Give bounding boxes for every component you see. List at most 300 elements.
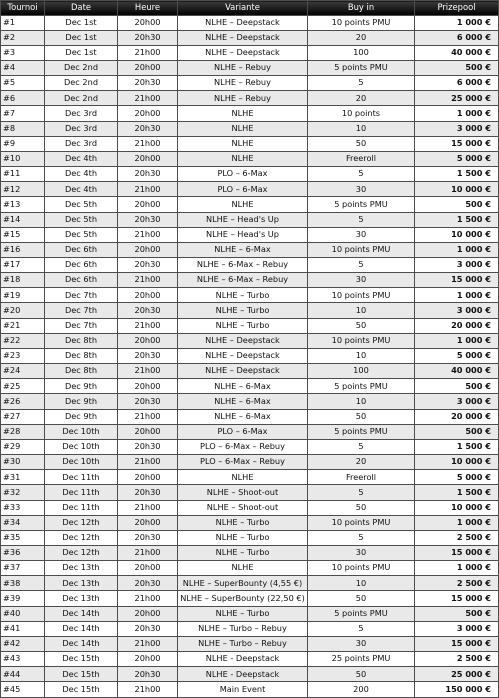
- cell-variante: NLHE – 6-Max: [178, 242, 308, 257]
- cell-buy-in: 10 points PMU: [308, 288, 415, 303]
- cell-prizepool: 2 500 €: [415, 530, 499, 545]
- cell-buy-in: 30: [308, 182, 415, 197]
- cell-variante: PLO – 6-Max – Rebuy: [178, 439, 308, 454]
- cell-heure: 20h30: [118, 303, 178, 318]
- cell-variante: NLHE – 6-Max: [178, 409, 308, 424]
- cell-date: Dec 6th: [45, 242, 118, 257]
- cell-variante: NLHE – Turbo: [178, 303, 308, 318]
- cell-buy-in: 10 points PMU: [308, 515, 415, 530]
- table-row: [1, 364, 499, 379]
- cell-buy-in: 5: [308, 621, 415, 636]
- table-row: [1, 409, 499, 424]
- cell-date: Dec 2nd: [45, 91, 118, 106]
- table-row: [1, 303, 499, 318]
- cell-prizepool: 1 500 €: [415, 439, 499, 454]
- cell-date: Dec 4th: [45, 167, 118, 182]
- cell-date: Dec 14th: [45, 636, 118, 651]
- table-row: [1, 45, 499, 60]
- cell-prizepool: 1 500 €: [415, 167, 499, 182]
- cell-tournoi: #43: [1, 652, 45, 667]
- cell-date: Dec 7th: [45, 288, 118, 303]
- cell-date: Dec 5th: [45, 212, 118, 227]
- cell-buy-in: 50: [308, 500, 415, 515]
- cell-buy-in: 5 points PMU: [308, 197, 415, 212]
- cell-heure: 21h00: [118, 500, 178, 515]
- table-row: [1, 212, 499, 227]
- cell-variante: NLHE – 6-Max: [178, 379, 308, 394]
- cell-variante: Main Event: [178, 682, 308, 697]
- cell-tournoi: #35: [1, 530, 45, 545]
- cell-variante: NLHE – 6-Max – Rebuy: [178, 273, 308, 288]
- cell-variante: NLHE – Shoot-out: [178, 485, 308, 500]
- cell-prizepool: 10 000 €: [415, 227, 499, 242]
- cell-date: Dec 11th: [45, 500, 118, 515]
- cell-prizepool: 1 000 €: [415, 106, 499, 121]
- cell-tournoi: #20: [1, 303, 45, 318]
- cell-tournoi: #42: [1, 636, 45, 651]
- cell-heure: 20h30: [118, 394, 178, 409]
- cell-prizepool: 500 €: [415, 379, 499, 394]
- cell-variante: NLHE – Rebuy: [178, 91, 308, 106]
- table-row: [1, 530, 499, 545]
- cell-tournoi: #21: [1, 318, 45, 333]
- cell-prizepool: 10 000 €: [415, 182, 499, 197]
- table-row: [1, 60, 499, 75]
- cell-variante: NLHE – Turbo – Rebuy: [178, 636, 308, 651]
- cell-date: Dec 3rd: [45, 106, 118, 121]
- cell-tournoi: #14: [1, 212, 45, 227]
- cell-tournoi: #23: [1, 348, 45, 363]
- cell-heure: 21h00: [118, 136, 178, 151]
- table-row: [1, 545, 499, 560]
- cell-tournoi: #8: [1, 121, 45, 136]
- cell-variante: NLHE: [178, 121, 308, 136]
- cell-variante: NLHE: [178, 106, 308, 121]
- cell-date: Dec 6th: [45, 258, 118, 273]
- table-row: [1, 606, 499, 621]
- cell-tournoi: #39: [1, 591, 45, 606]
- cell-date: Dec 7th: [45, 303, 118, 318]
- cell-prizepool: 40 000 €: [415, 364, 499, 379]
- cell-tournoi: #3: [1, 45, 45, 60]
- table-row: [1, 242, 499, 257]
- cell-prizepool: 1 000 €: [415, 561, 499, 576]
- header-tournoi: Tournoi: [1, 1, 45, 16]
- cell-tournoi: #18: [1, 273, 45, 288]
- table-row: [1, 348, 499, 363]
- cell-tournoi: #26: [1, 394, 45, 409]
- cell-prizepool: 1 500 €: [415, 212, 499, 227]
- table-row: [1, 167, 499, 182]
- cell-date: Dec 5th: [45, 197, 118, 212]
- cell-variante: NLHE - Deepstack: [178, 667, 308, 682]
- cell-heure: 20h30: [118, 485, 178, 500]
- cell-heure: 20h00: [118, 333, 178, 348]
- cell-buy-in: Freeroll: [308, 151, 415, 166]
- table-row: [1, 182, 499, 197]
- table-row: [1, 288, 499, 303]
- cell-date: Dec 10th: [45, 439, 118, 454]
- cell-buy-in: 50: [308, 409, 415, 424]
- cell-date: Dec 4th: [45, 182, 118, 197]
- cell-date: Dec 12th: [45, 515, 118, 530]
- table-row: [1, 561, 499, 576]
- cell-prizepool: 3 000 €: [415, 394, 499, 409]
- cell-heure: 20h00: [118, 652, 178, 667]
- table-row: [1, 227, 499, 242]
- cell-variante: NLHE – Rebuy: [178, 76, 308, 91]
- cell-date: Dec 1st: [45, 30, 118, 45]
- cell-date: Dec 2nd: [45, 60, 118, 75]
- cell-prizepool: 25 000 €: [415, 91, 499, 106]
- cell-buy-in: 50: [308, 136, 415, 151]
- header-heure: Heure: [118, 1, 178, 16]
- cell-heure: 21h00: [118, 455, 178, 470]
- table-row: [1, 151, 499, 166]
- cell-heure: 21h00: [118, 227, 178, 242]
- cell-heure: 20h30: [118, 530, 178, 545]
- cell-tournoi: #30: [1, 455, 45, 470]
- cell-buy-in: 20: [308, 91, 415, 106]
- cell-variante: NLHE: [178, 151, 308, 166]
- cell-buy-in: 50: [308, 318, 415, 333]
- cell-buy-in: 20: [308, 30, 415, 45]
- cell-prizepool: 1 000 €: [415, 333, 499, 348]
- cell-buy-in: 20: [308, 455, 415, 470]
- cell-variante: NLHE – Deepstack: [178, 15, 308, 30]
- cell-buy-in: 10 points PMU: [308, 333, 415, 348]
- cell-tournoi: #29: [1, 439, 45, 454]
- cell-prizepool: 1 000 €: [415, 242, 499, 257]
- cell-prizepool: 15 000 €: [415, 591, 499, 606]
- cell-prizepool: 3 000 €: [415, 621, 499, 636]
- cell-variante: NLHE – Deepstack: [178, 364, 308, 379]
- table-row: [1, 621, 499, 636]
- cell-variante: NLHE – 6-Max – Rebuy: [178, 258, 308, 273]
- cell-date: Dec 15th: [45, 652, 118, 667]
- cell-tournoi: #9: [1, 136, 45, 151]
- cell-tournoi: #38: [1, 576, 45, 591]
- cell-tournoi: #34: [1, 515, 45, 530]
- cell-buy-in: 5: [308, 167, 415, 182]
- table-row: [1, 106, 499, 121]
- cell-buy-in: 5: [308, 212, 415, 227]
- cell-date: Dec 13th: [45, 561, 118, 576]
- cell-prizepool: 15 000 €: [415, 273, 499, 288]
- cell-prizepool: 1 500 €: [415, 485, 499, 500]
- table-row: [1, 273, 499, 288]
- cell-heure: 21h00: [118, 273, 178, 288]
- cell-variante: NLHE – Turbo: [178, 545, 308, 560]
- cell-buy-in: 5 points PMU: [308, 60, 415, 75]
- cell-date: Dec 10th: [45, 424, 118, 439]
- cell-heure: 20h00: [118, 242, 178, 257]
- cell-tournoi: #25: [1, 379, 45, 394]
- table-row: [1, 424, 499, 439]
- table-row: [1, 136, 499, 151]
- cell-buy-in: 5 points PMU: [308, 424, 415, 439]
- cell-variante: NLHE – SuperBounty (4,55 €): [178, 576, 308, 591]
- cell-date: Dec 6th: [45, 273, 118, 288]
- table-row: [1, 76, 499, 91]
- cell-buy-in: 25 points PMU: [308, 652, 415, 667]
- cell-variante: NLHE – Turbo: [178, 318, 308, 333]
- cell-prizepool: 500 €: [415, 197, 499, 212]
- cell-tournoi: #1: [1, 15, 45, 30]
- cell-tournoi: #32: [1, 485, 45, 500]
- cell-variante: NLHE: [178, 470, 308, 485]
- table-row: [1, 439, 499, 454]
- cell-date: Dec 2nd: [45, 76, 118, 91]
- cell-heure: 21h00: [118, 364, 178, 379]
- cell-tournoi: #4: [1, 60, 45, 75]
- cell-variante: NLHE – Turbo: [178, 530, 308, 545]
- cell-date: Dec 3rd: [45, 136, 118, 151]
- cell-buy-in: 10: [308, 576, 415, 591]
- cell-date: Dec 8th: [45, 364, 118, 379]
- table-row: [1, 121, 499, 136]
- table-row: [1, 91, 499, 106]
- cell-heure: 20h30: [118, 167, 178, 182]
- cell-date: Dec 14th: [45, 621, 118, 636]
- cell-tournoi: #37: [1, 561, 45, 576]
- cell-date: Dec 8th: [45, 348, 118, 363]
- cell-buy-in: 100: [308, 364, 415, 379]
- cell-heure: 20h00: [118, 60, 178, 75]
- table-row: [1, 500, 499, 515]
- cell-heure: 20h30: [118, 212, 178, 227]
- cell-date: Dec 9th: [45, 379, 118, 394]
- header-date: Date: [45, 1, 118, 16]
- cell-heure: 20h00: [118, 424, 178, 439]
- header-row: [1, 1, 499, 16]
- table-row: [1, 485, 499, 500]
- cell-prizepool: 15 000 €: [415, 136, 499, 151]
- cell-prizepool: 5 000 €: [415, 151, 499, 166]
- cell-heure: 20h00: [118, 561, 178, 576]
- cell-variante: NLHE – Deepstack: [178, 333, 308, 348]
- cell-buy-in: 50: [308, 667, 415, 682]
- cell-prizepool: 15 000 €: [415, 545, 499, 560]
- cell-heure: 21h00: [118, 409, 178, 424]
- table-row: [1, 591, 499, 606]
- cell-prizepool: 10 000 €: [415, 500, 499, 515]
- cell-date: Dec 11th: [45, 485, 118, 500]
- cell-date: Dec 15th: [45, 682, 118, 697]
- cell-tournoi: #17: [1, 258, 45, 273]
- cell-variante: NLHE – Deepstack: [178, 30, 308, 45]
- cell-tournoi: #13: [1, 197, 45, 212]
- cell-buy-in: 10 points PMU: [308, 242, 415, 257]
- cell-prizepool: 2 500 €: [415, 576, 499, 591]
- cell-heure: 20h30: [118, 30, 178, 45]
- cell-buy-in: 10 points PMU: [308, 561, 415, 576]
- cell-prizepool: 1 000 €: [415, 515, 499, 530]
- table-row: [1, 515, 499, 530]
- cell-variante: NLHE – Deepstack: [178, 45, 308, 60]
- cell-buy-in: Freeroll: [308, 470, 415, 485]
- cell-heure: 20h30: [118, 258, 178, 273]
- cell-tournoi: #15: [1, 227, 45, 242]
- cell-prizepool: 1 000 €: [415, 288, 499, 303]
- cell-variante: NLHE: [178, 136, 308, 151]
- cell-date: Dec 5th: [45, 227, 118, 242]
- cell-prizepool: 3 000 €: [415, 258, 499, 273]
- cell-buy-in: 10: [308, 121, 415, 136]
- cell-date: Dec 12th: [45, 530, 118, 545]
- cell-prizepool: 500 €: [415, 606, 499, 621]
- cell-variante: NLHE – Head's Up: [178, 227, 308, 242]
- cell-heure: 21h00: [118, 545, 178, 560]
- cell-variante: NLHE – Shoot-out: [178, 500, 308, 515]
- cell-heure: 21h00: [118, 45, 178, 60]
- cell-date: Dec 1st: [45, 15, 118, 30]
- cell-prizepool: 150 000 €: [415, 682, 499, 697]
- cell-tournoi: #22: [1, 333, 45, 348]
- cell-variante: NLHE – 6-Max: [178, 394, 308, 409]
- cell-variante: NLHE – Rebuy: [178, 60, 308, 75]
- cell-heure: 21h00: [118, 318, 178, 333]
- cell-tournoi: #40: [1, 606, 45, 621]
- cell-tournoi: #10: [1, 151, 45, 166]
- cell-buy-in: 50: [308, 591, 415, 606]
- table-row: [1, 15, 499, 30]
- table-row: [1, 682, 499, 697]
- cell-variante: NLHE – SuperBounty (22,50 €): [178, 591, 308, 606]
- cell-buy-in: 5: [308, 530, 415, 545]
- cell-date: Dec 7th: [45, 318, 118, 333]
- cell-date: Dec 12th: [45, 545, 118, 560]
- cell-buy-in: 100: [308, 45, 415, 60]
- cell-prizepool: 40 000 €: [415, 45, 499, 60]
- cell-tournoi: #19: [1, 288, 45, 303]
- cell-heure: 20h30: [118, 667, 178, 682]
- cell-variante: PLO – 6-Max: [178, 167, 308, 182]
- cell-tournoi: #5: [1, 76, 45, 91]
- cell-buy-in: 5: [308, 485, 415, 500]
- table-row: [1, 636, 499, 651]
- cell-prizepool: 2 500 €: [415, 652, 499, 667]
- cell-date: Dec 14th: [45, 606, 118, 621]
- cell-variante: NLHE – Turbo – Rebuy: [178, 621, 308, 636]
- cell-tournoi: #41: [1, 621, 45, 636]
- cell-prizepool: 500 €: [415, 424, 499, 439]
- cell-heure: 20h00: [118, 606, 178, 621]
- cell-heure: 20h30: [118, 121, 178, 136]
- cell-prizepool: 25 000 €: [415, 667, 499, 682]
- cell-heure: 20h30: [118, 348, 178, 363]
- cell-prizepool: 20 000 €: [415, 318, 499, 333]
- cell-prizepool: 20 000 €: [415, 409, 499, 424]
- cell-heure: 20h00: [118, 288, 178, 303]
- cell-heure: 20h30: [118, 621, 178, 636]
- cell-buy-in: 5 points PMU: [308, 379, 415, 394]
- cell-heure: 21h00: [118, 682, 178, 697]
- cell-heure: 20h30: [118, 576, 178, 591]
- cell-tournoi: #12: [1, 182, 45, 197]
- table-row: [1, 455, 499, 470]
- cell-heure: 21h00: [118, 591, 178, 606]
- table-row: [1, 667, 499, 682]
- cell-heure: 20h00: [118, 15, 178, 30]
- cell-buy-in: 30: [308, 636, 415, 651]
- table-row: [1, 652, 499, 667]
- cell-buy-in: 10 points PMU: [308, 15, 415, 30]
- table-row: [1, 394, 499, 409]
- cell-heure: 21h00: [118, 91, 178, 106]
- cell-buy-in: 30: [308, 273, 415, 288]
- cell-variante: NLHE – Turbo: [178, 515, 308, 530]
- cell-buy-in: 10: [308, 348, 415, 363]
- cell-variante: PLO – 6-Max: [178, 182, 308, 197]
- cell-buy-in: 30: [308, 227, 415, 242]
- cell-buy-in: 10 points: [308, 106, 415, 121]
- header-variante: Variante: [178, 1, 308, 16]
- cell-prizepool: 10 000 €: [415, 455, 499, 470]
- cell-heure: 20h00: [118, 379, 178, 394]
- header-buy-in: Buy in: [308, 1, 415, 16]
- cell-tournoi: #2: [1, 30, 45, 45]
- cell-heure: 20h30: [118, 439, 178, 454]
- cell-date: Dec 4th: [45, 151, 118, 166]
- cell-date: Dec 10th: [45, 455, 118, 470]
- cell-prizepool: 3 000 €: [415, 121, 499, 136]
- cell-tournoi: #45: [1, 682, 45, 697]
- cell-buy-in: 200: [308, 682, 415, 697]
- cell-tournoi: #11: [1, 167, 45, 182]
- cell-date: Dec 8th: [45, 333, 118, 348]
- cell-tournoi: #6: [1, 91, 45, 106]
- cell-tournoi: #16: [1, 242, 45, 257]
- cell-prizepool: 5 000 €: [415, 348, 499, 363]
- cell-date: Dec 9th: [45, 394, 118, 409]
- table-row: [1, 333, 499, 348]
- cell-buy-in: 5: [308, 258, 415, 273]
- cell-tournoi: #27: [1, 409, 45, 424]
- table-row: [1, 258, 499, 273]
- cell-variante: NLHE – Turbo: [178, 606, 308, 621]
- cell-buy-in: 30: [308, 545, 415, 560]
- cell-prizepool: 6 000 €: [415, 30, 499, 45]
- cell-heure: 21h00: [118, 182, 178, 197]
- cell-heure: 20h00: [118, 515, 178, 530]
- cell-heure: 21h00: [118, 636, 178, 651]
- cell-buy-in: 5: [308, 76, 415, 91]
- cell-date: Dec 9th: [45, 409, 118, 424]
- cell-prizepool: 5 000 €: [415, 470, 499, 485]
- cell-buy-in: 10: [308, 394, 415, 409]
- cell-variante: NLHE: [178, 197, 308, 212]
- cell-prizepool: 500 €: [415, 60, 499, 75]
- cell-prizepool: 15 000 €: [415, 636, 499, 651]
- cell-variante: PLO – 6-Max – Rebuy: [178, 455, 308, 470]
- cell-date: Dec 13th: [45, 576, 118, 591]
- cell-date: Dec 3rd: [45, 121, 118, 136]
- table-row: [1, 30, 499, 45]
- cell-heure: 20h00: [118, 151, 178, 166]
- cell-buy-in: 5: [308, 439, 415, 454]
- cell-tournoi: #31: [1, 470, 45, 485]
- cell-tournoi: #24: [1, 364, 45, 379]
- cell-date: Dec 1st: [45, 45, 118, 60]
- cell-variante: PLO – 6-Max: [178, 424, 308, 439]
- cell-variante: NLHE - Deepstack: [178, 652, 308, 667]
- table-row: [1, 197, 499, 212]
- cell-tournoi: #28: [1, 424, 45, 439]
- cell-date: Dec 13th: [45, 591, 118, 606]
- cell-heure: 20h00: [118, 106, 178, 121]
- cell-heure: 20h00: [118, 197, 178, 212]
